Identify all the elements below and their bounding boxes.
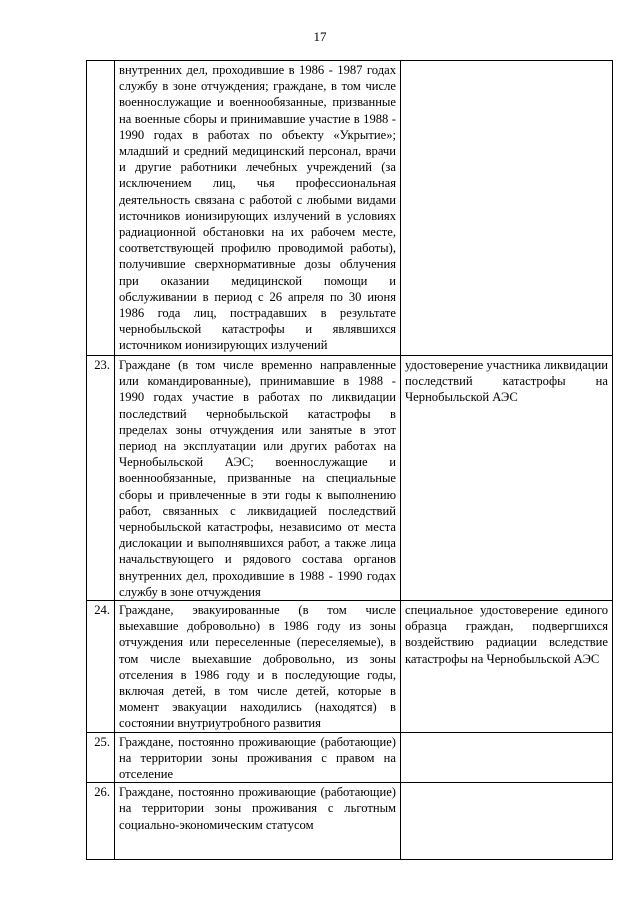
- document-cell: [401, 732, 613, 783]
- row-number: 26.: [87, 783, 115, 860]
- benefits-table: [86, 60, 613, 860]
- table-row: [87, 732, 613, 783]
- row-number: 25.: [87, 732, 115, 783]
- row-number: [87, 61, 115, 356]
- document-cell: специальное удостоверение единого образца граждан, подвергшихся воздействию радиации вследствие катастрофы на Чернобыльской АЭС: [401, 601, 613, 733]
- category-cell: Граждане, эвакуированные (в том числе выехавшие добровольно) в 1986 году из зоны отчуждения или переселенные (переселяемые), в том числе выехавшие добровольно, из зоны отселения в 1986 году и в последующие годы, включая детей, в том числе детей, которые в момент эвакуации находились (находятся) в состоянии внутриутробного развития: [115, 601, 401, 733]
- page-number: 17: [313, 29, 327, 44]
- table-row: [87, 356, 613, 601]
- document-cell: [401, 61, 613, 356]
- table-row: [87, 783, 613, 860]
- document-cell: [401, 783, 613, 860]
- category-cell: Граждане, постоянно проживающие (работающие) на территории зоны проживания с льготным социально-экономическим статусом: [115, 783, 401, 860]
- document-cell: удостоверение участника ликвидации последствий катастрофы на Чернобыльской АЭС: [401, 356, 613, 601]
- category-cell: Граждане, постоянно проживающие (работающие) на территории зоны проживания с правом на отселение: [115, 732, 401, 783]
- row-number: 23.: [87, 356, 115, 601]
- category-cell: Граждане (в том числе временно направленные или командированные), принимавшие в 1988 - 1990 годах участие в работах по ликвидации последствий чернобыльской катастрофы в пределах зоны отчуждения или занятые в этот период на эксплуатации или других работах на Чернобыльской АЭС; военнослужащие и военнообязанные, призванные на специальные сборы и привлеченные в эти годы к выполнению работ, связанных с ликвидацией последствий чернобыльской катастрофы, независимо от места дислокации и выполнявшихся работ, а также лица начальствующего и рядового состава органов внутренних дел, проходившие в 1988 - 1990 годах службу в зоне отчуждения: [115, 356, 401, 601]
- category-cell: внутренних дел, проходившие в 1986 - 1987 годах службу в зоне отчуждения; граждане, в том числе военнослужащие и военнообязанные, призванные на военные сборы и принимавшие участие в 1988 - 1990 годах в работах по объекту «Укрытие»; младший и средний медицинский персонал, врачи и другие работники лечебных учреждений (за исключением лиц, чья профессиональная деятельность связана с работой с любыми видами источников ионизирующих излучений в условиях радиационной обстановки на их рабочем месте, соответствующей профилю проводимой работы), получившие сверхнормативные дозы облучения при оказании медицинской помощи и обслуживании в период с 26 апреля по 30 июня 1986 года лиц, пострадавших в результате чернобыльской катастрофы и являвшихся источником ионизирующих излучений: [115, 61, 401, 356]
- table-row: [87, 601, 613, 733]
- row-number: 24.: [87, 601, 115, 733]
- table-row: [87, 61, 613, 356]
